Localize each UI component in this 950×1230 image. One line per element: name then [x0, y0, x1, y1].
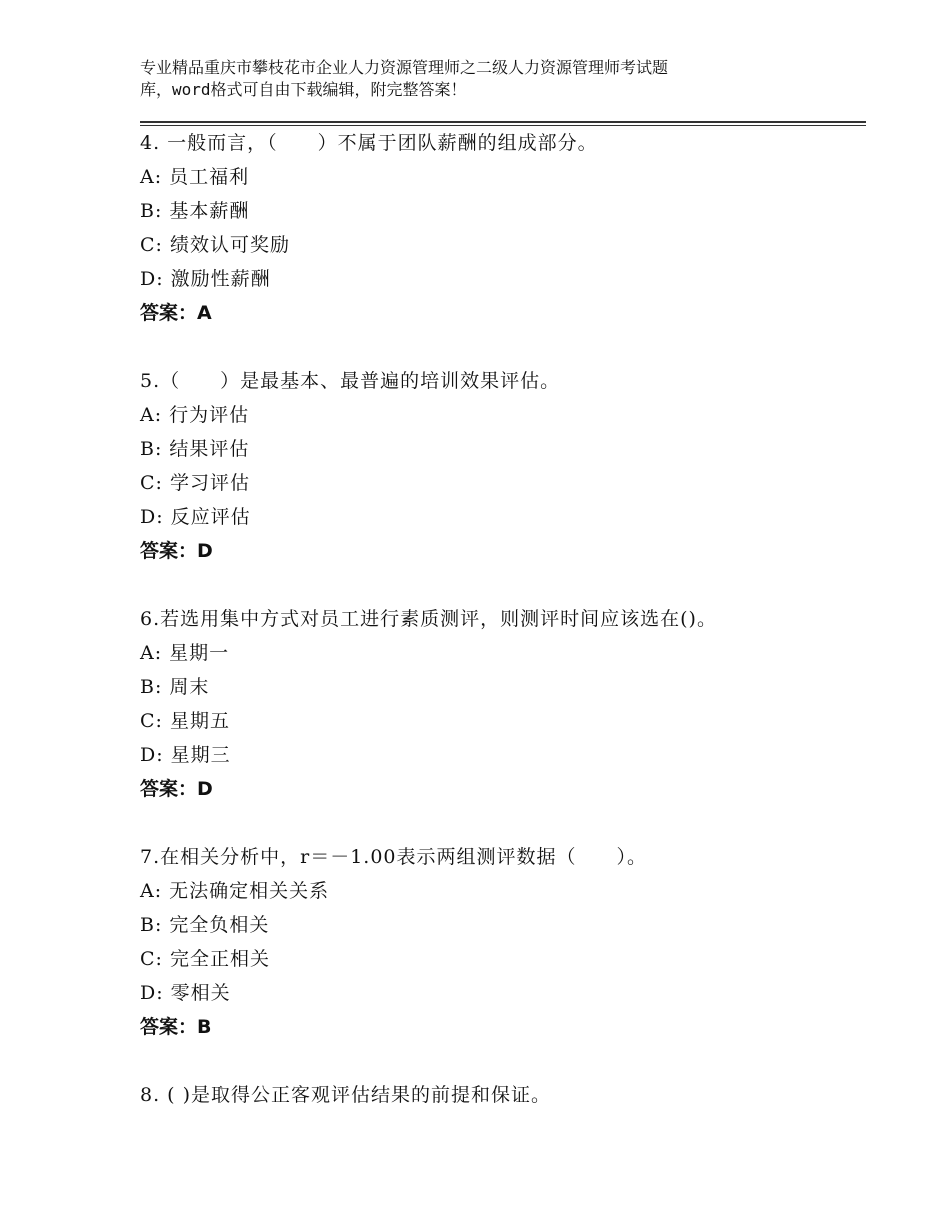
header-divider-thick	[140, 121, 866, 123]
option-a: A: 行为评估	[140, 404, 250, 426]
option-c: C: 绩效认可奖励	[140, 234, 290, 256]
option-a: A: 员工福利	[140, 166, 250, 188]
option-b: B: 完全负相关	[140, 914, 270, 936]
header-line-2: 库，word格式可自由下载编辑，附完整答案！	[140, 80, 467, 99]
option-b: B: 结果评估	[140, 438, 250, 460]
option-c: C: 学习评估	[140, 472, 250, 494]
option-c: C: 完全正相关	[140, 948, 270, 970]
option-b: B: 周末	[140, 676, 210, 698]
option-c: C: 星期五	[140, 710, 230, 732]
spacer	[140, 1044, 866, 1078]
answer: 答案：B	[140, 1016, 212, 1038]
question-stem: 6.若选用集中方式对员工进行素质测评，则测评时间应该选在()。	[140, 608, 717, 630]
question-7	[140, 840, 866, 1044]
answer: 答案：A	[140, 302, 212, 324]
question-4	[140, 126, 866, 330]
answer: 答案：D	[140, 540, 213, 562]
question-stem: 5.（ ）是最基本、最普遍的培训效果评估。	[140, 370, 561, 392]
document-header	[140, 57, 820, 101]
question-6	[140, 602, 866, 806]
option-a: A: 星期一	[140, 642, 230, 664]
question-list	[140, 126, 866, 1112]
spacer	[140, 806, 866, 840]
header-line-1: 专业精品重庆市攀枝花市企业人力资源管理师之二级人力资源管理师考试题	[140, 58, 669, 77]
option-d: D: 星期三	[140, 744, 231, 766]
answer: 答案：D	[140, 778, 213, 800]
spacer	[140, 568, 866, 602]
option-a: A: 无法确定相关关系	[140, 880, 330, 902]
option-d: D: 反应评估	[140, 506, 251, 528]
option-d: D: 零相关	[140, 982, 231, 1004]
option-d: D: 激励性薪酬	[140, 268, 271, 290]
question-stem: 7.在相关分析中，r＝－1.00表示两组测评数据（ ）。	[140, 846, 648, 868]
spacer	[140, 330, 866, 364]
question-8	[140, 1078, 866, 1112]
question-stem: 8. ( )是取得公正客观评估结果的前提和保证。	[140, 1084, 552, 1106]
question-stem: 4. 一般而言，（ ）不属于团队薪酬的组成部分。	[140, 132, 598, 154]
question-5	[140, 364, 866, 568]
option-b: B: 基本薪酬	[140, 200, 250, 222]
